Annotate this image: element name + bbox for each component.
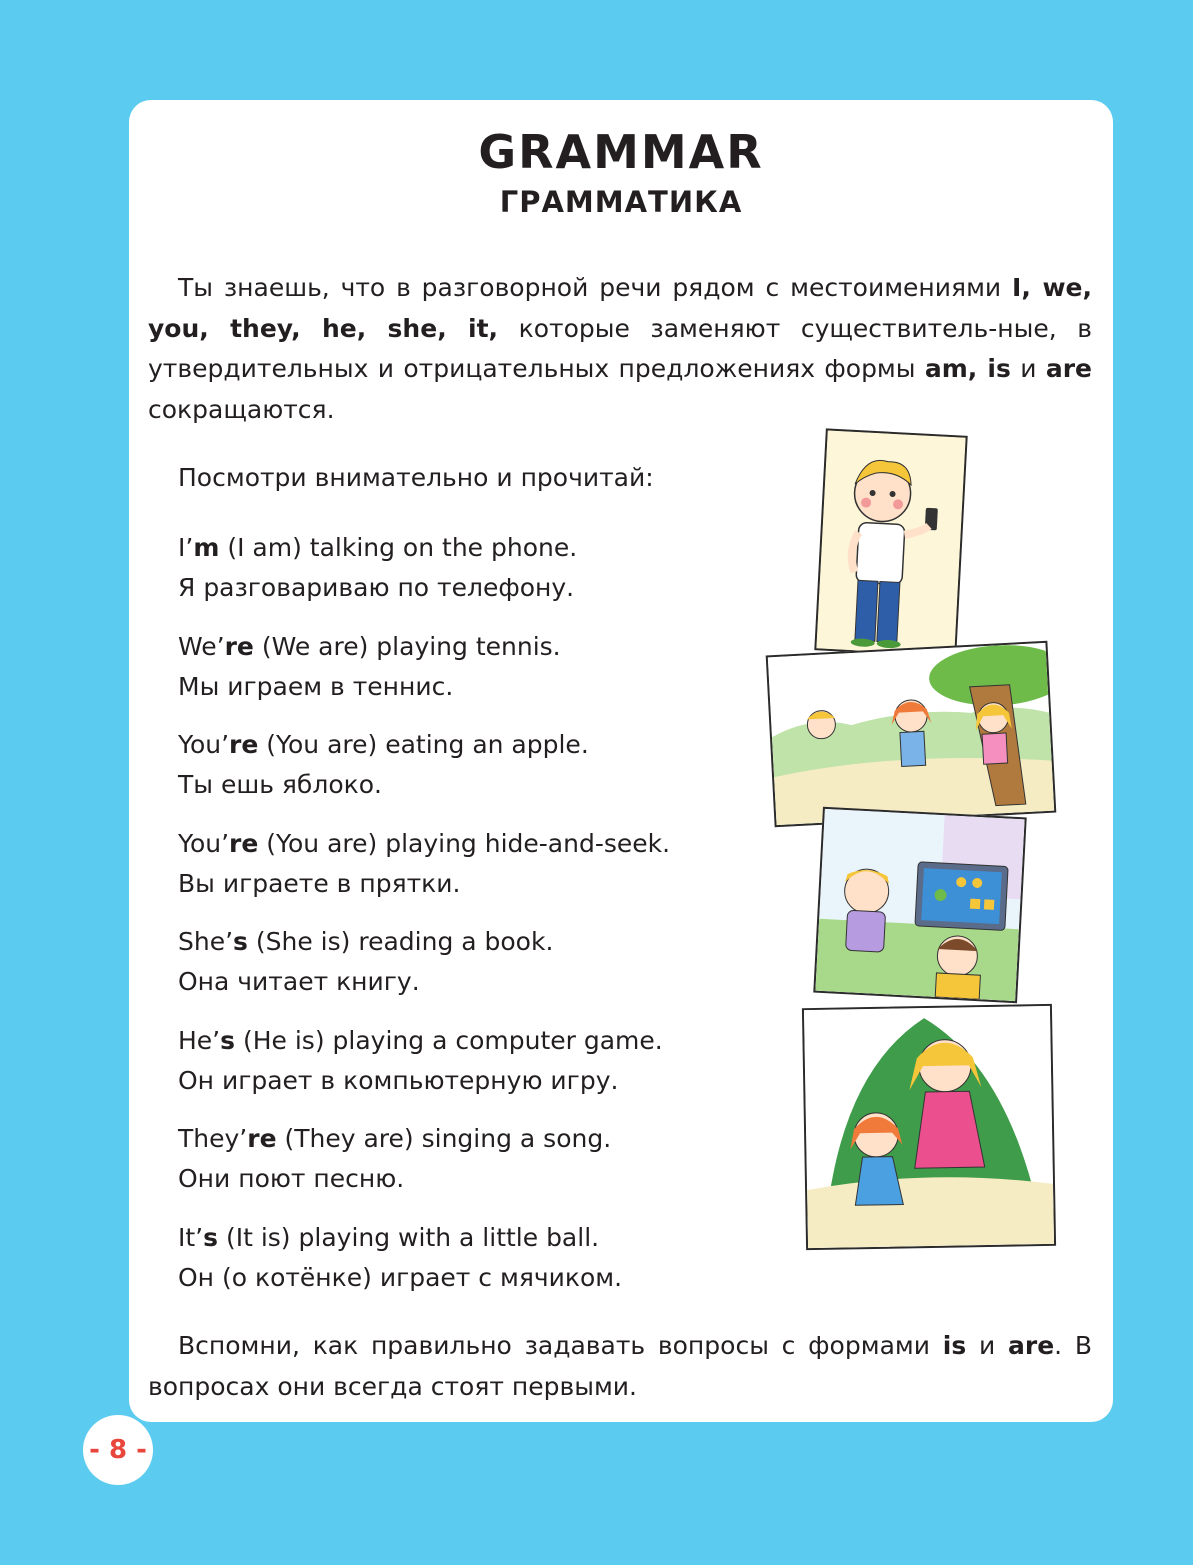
- intro-text-1: Ты знаешь, что в разговорной речи рядом с местоимениями: [178, 273, 1002, 302]
- example-english: I’m (I am) talking on the phone.: [178, 533, 578, 562]
- example-item: [178, 922, 818, 1021]
- outro-are: are: [1008, 1331, 1055, 1360]
- outro-is: is: [942, 1331, 967, 1360]
- intro-are: are: [1045, 354, 1092, 383]
- intro-forms: am, is: [924, 354, 1011, 383]
- intro-and: и: [1020, 354, 1037, 383]
- example-item: [178, 1021, 818, 1120]
- example-russian: Он (о котёнке) играет с мячиком.: [178, 1262, 623, 1292]
- example-english: We’re (We are) playing tennis.: [178, 631, 561, 661]
- example-english: She’s (She is) reading a book.: [178, 927, 554, 956]
- example-item: [178, 1218, 818, 1317]
- page-subtitle: ГРАММАТИКА: [499, 185, 743, 219]
- intro-pronouns: I, we, you, they, he, she, it,: [148, 273, 1092, 343]
- example-english: It’s (It is) playing with a little ball.: [178, 1222, 600, 1252]
- example-item: [178, 725, 818, 824]
- outro-text-1: Вспомни, как правильно задавать вопросы с формами: [178, 1331, 931, 1360]
- example-item: [178, 627, 818, 726]
- example-russian: Мы играем в теннис.: [178, 671, 454, 701]
- page-number-badge: [83, 1415, 153, 1485]
- example-russian: Вы играете в прятки.: [178, 868, 461, 898]
- intro-text-3: сокращаются.: [148, 394, 335, 424]
- page-title: GRAMMAR: [478, 125, 764, 179]
- example-russian: Я разговариваю по телефону.: [178, 573, 575, 602]
- example-english: You’re (You are) playing hide-and-seek.: [178, 828, 671, 858]
- example-english: They’re (They are) singing a song.: [178, 1124, 612, 1153]
- outro-text-2: . В вопросах они всегда стоят первыми.: [148, 1331, 1093, 1401]
- illustration-singing: [802, 1004, 1056, 1250]
- outro-and: и: [979, 1331, 996, 1360]
- illustration-computer-game: [813, 807, 1026, 1003]
- illustration-hide-and-seek: [766, 641, 1057, 828]
- example-english: You’re (You are) eating an apple.: [178, 730, 589, 759]
- example-item: [178, 1119, 818, 1218]
- illustration-boy-phone: [814, 428, 967, 657]
- example-item: [178, 528, 818, 627]
- example-russian: Ты ешь яблоко.: [178, 770, 382, 799]
- example-item: [178, 824, 818, 923]
- example-russian: Он играет в компьютерную игру.: [178, 1065, 619, 1095]
- outro-paragraph: [148, 1326, 1092, 1407]
- examples-list: [178, 528, 818, 1316]
- intro-paragraph: [148, 268, 1092, 430]
- example-russian: Она читает книгу.: [178, 967, 420, 996]
- example-russian: Они поют песню.: [178, 1164, 405, 1193]
- look-label: Посмотри внимательно и прочитай:: [178, 463, 654, 492]
- example-english: He’s (He is) playing a computer game.: [178, 1025, 663, 1055]
- intro-text-2: которые заменяют существитель-ные, в утвердительных и отрицательных предложениях формы: [148, 313, 1092, 383]
- page-number: - 8 -: [89, 1435, 147, 1465]
